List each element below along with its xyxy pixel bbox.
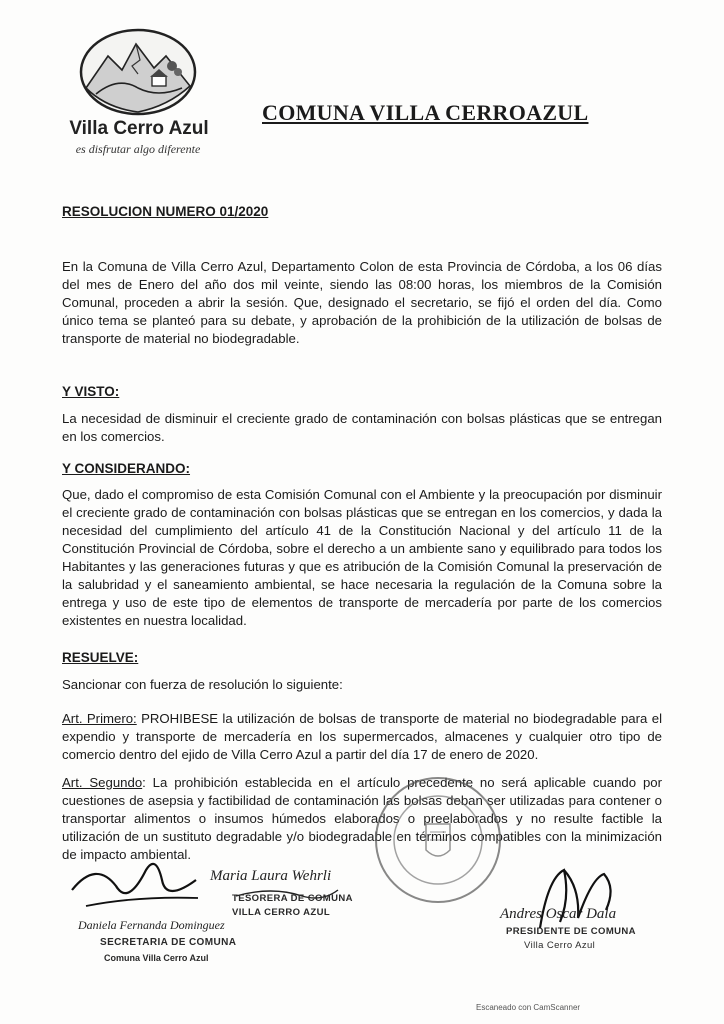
treasurer-role: TESORERA DE COMUNA <box>232 893 353 904</box>
logo-slogan: es disfrutar algo diferente <box>75 142 201 156</box>
official-seal-icon <box>368 770 508 910</box>
comuna-logo <box>56 26 216 161</box>
resuelve-heading: RESUELVE: <box>62 650 139 665</box>
logo-name: Villa Cerro Azul <box>69 118 209 139</box>
considerando-heading: Y CONSIDERANDO: <box>62 461 191 476</box>
secretary-role: SECRETARIA DE COMUNA <box>100 937 237 948</box>
treasurer-name: Maria Laura Wehrli <box>210 868 332 884</box>
article-one-text: PROHIBESE la utilización de bolsas de transporte de material no biodegradable para el expendio y transporte de mercadería en los supermercados, almacenes y cualquier otro tipo de comercio dentro del ejido de Villa Cerro Azul a partir del día 17 de enero de 2020. <box>62 711 662 762</box>
mountain-landscape-icon <box>78 26 198 118</box>
article-two-label: Art. Segundo <box>62 775 143 790</box>
president-org: Villa Cerro Azul <box>524 940 596 951</box>
visto-heading: Y VISTO: <box>62 384 120 399</box>
secretary-name: Daniela Fernanda Dominguez <box>78 918 225 932</box>
article-one <box>62 710 662 764</box>
secretary-signature <box>66 850 206 920</box>
treasurer-org: VILLA CERRO AZUL <box>232 907 331 918</box>
page-title: COMUNA VILLA CERROAZUL <box>262 100 589 125</box>
scanner-footer: Escaneado con CamScanner <box>476 1003 581 1012</box>
considerando-paragraph: Que, dado el compromiso de esta Comisión Comunal con el Ambiente y la preocupación por disminuir el creciente grado de contaminación con bolsas plásticas que se entregan en los comercios, y dada la necesidad del cumplimiento del artículo 41 de la Constitución Nacional y del artículo 11 de la Constitución Provincial de Córdoba, sobre el derecho a un ambiente sano y equilibrado para todos los Habitantes y las generaciones futuras y que es atribución de la Comisión Comunal la preservación de la salubridad y el saneamiento ambiental, se hace necesaria la regulación de la Comuna sobre la entrega y uso de este tipo de elementos de transporte de mercadería por parte de los comercios existentes en nuestra localidad. <box>62 487 662 628</box>
intro-paragraph: En la Comuna de Villa Cerro Azul, Departamento Colon de esta Provincia de Córdoba, a los 06 días del mes de Enero del año dos mil veinte, siendo las 08:00 horas, los miembros de la Comisión Comunal, proceden a abrir la sesión. Que, designado el secretario, se fijó el orden del día. Como único tema se planteó para su debate, y aprobación de la prohibición de la utilización de bolsas de transporte de material no biodegradable. <box>62 259 662 346</box>
article-two-text: : La prohibición establecida en el artículo precedente no será aplicable cuando por cuestiones de asepsia y factibilidad de contaminación las bolsas deban ser utilizadas para contener o transportar alimentos o insumos húmedos elaborados o preelaborados y no resulte factible la utilización de un sustituto degradable y/o biodegradable en términos compatibles con la minimización de impacto ambiental. <box>62 775 663 862</box>
resuelve-intro: Sancionar con fuerza de resolución lo siguiente: <box>62 677 343 692</box>
article-one-label: Art. Primero: <box>62 711 137 726</box>
president-name: Andres Oscar Dala <box>500 906 617 922</box>
president-role: PRESIDENTE DE COMUNA <box>506 926 636 937</box>
secretary-org: Comuna Villa Cerro Azul <box>104 953 209 963</box>
visto-paragraph: La necesidad de disminuir el creciente grado de contaminación con bolsas plásticas que se entregan en los comercios. <box>62 411 662 444</box>
resolution-title: RESOLUCION NUMERO 01/2020 <box>62 204 269 219</box>
